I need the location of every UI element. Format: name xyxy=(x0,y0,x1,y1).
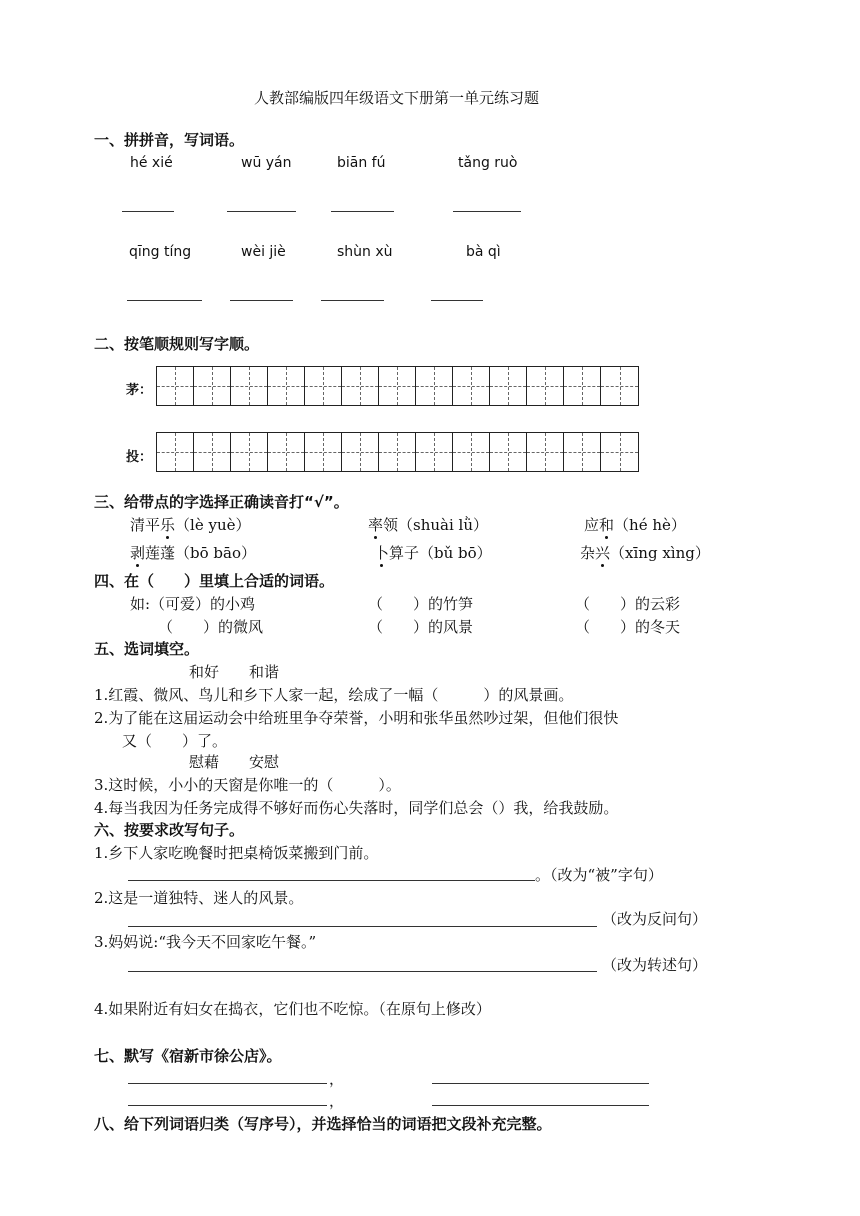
reading-item: 清平乐（lè yuè） xyxy=(130,516,251,534)
reading-item: 率领（shuài lǜ） xyxy=(368,516,489,534)
answer-line[interactable] xyxy=(331,211,394,212)
reading-item: 杂兴（xīng xìng） xyxy=(580,544,710,562)
grid-char-label: 投： xyxy=(126,450,153,465)
instruction: （改为转述句） xyxy=(602,956,708,974)
question: 3.这时候，小小的天窗是你唯一的（ ）。 xyxy=(94,776,401,794)
word-choices: 和好 和谐 xyxy=(189,663,280,681)
pinyin-8: bà qì xyxy=(466,244,501,260)
pinyin-1: hé xié xyxy=(130,155,173,171)
fill-item: （ ）的风景 xyxy=(368,618,474,636)
fill-item: （ ）的云彩 xyxy=(575,595,681,613)
comma: ， xyxy=(329,1070,345,1088)
question: 1.乡下人家吃晚餐时把桌椅饭菜搬到门前。 xyxy=(94,844,379,862)
question: 又（ ）了。 xyxy=(122,732,228,750)
answer-line[interactable] xyxy=(432,1083,649,1084)
section-6-heading: 六、按要求改写句子。 xyxy=(94,821,245,839)
fill-item: 如:（可爱）的小鸡 xyxy=(130,595,256,613)
section-1-heading: 一、拼拼音，写词语。 xyxy=(94,131,245,149)
grid-char-label: 茅： xyxy=(126,383,153,398)
section-2-heading: 二、按笔顺规则写字顺。 xyxy=(94,335,260,353)
word-choices: 慰藉 安慰 xyxy=(189,753,280,771)
instruction: 。（改为“被”字句） xyxy=(535,866,663,884)
reading-item: 应和（hé hè） xyxy=(584,516,686,534)
reading-item: 卜算子（bǔ bō） xyxy=(374,544,492,562)
question: 4.如果附近有妇女在捣衣，它们也不吃惊。（在原句上修改） xyxy=(94,1000,491,1018)
comma: ， xyxy=(329,1092,345,1110)
fill-item: （ ）的冬天 xyxy=(575,618,681,636)
section-4-heading: 四、在（ ）里填上合适的词语。 xyxy=(94,572,335,590)
answer-line[interactable] xyxy=(128,880,535,881)
stroke-grid[interactable] xyxy=(156,432,639,472)
answer-line[interactable] xyxy=(122,211,174,212)
reading-item: 剥莲蓬（bō bāo） xyxy=(130,544,256,562)
pinyin-7: shùn xù xyxy=(337,244,393,260)
answer-line[interactable] xyxy=(128,926,597,927)
pinyin-5: qīng tíng xyxy=(129,244,192,260)
pinyin-6: wèi jiè xyxy=(241,244,286,260)
answer-line[interactable] xyxy=(321,300,384,301)
pinyin-2: wū yán xyxy=(241,155,292,171)
question: 2.这是一道独特、迷人的风景。 xyxy=(94,889,304,907)
pinyin-3: biān fú xyxy=(337,155,386,171)
answer-line[interactable] xyxy=(128,1083,327,1084)
section-8-heading: 八、给下列词语归类（写序号），并选择恰当的词语把文段补充完整。 xyxy=(94,1115,552,1133)
stroke-grid[interactable] xyxy=(156,366,639,406)
page-title: 人教部编版四年级语文下册第一单元练习题 xyxy=(254,89,540,107)
question: 2.为了能在这届运动会中给班里争夺荣誉，小明和张华虽然吵过架，但他们很快 xyxy=(94,709,619,727)
answer-line[interactable] xyxy=(127,300,202,301)
section-3-heading: 三、给带点的字选择正确读音打“√”。 xyxy=(94,493,349,511)
question: 1.红霞、微风、鸟儿和乡下人家一起，绘成了一幅（ ）的风景画。 xyxy=(94,686,574,704)
section-5-heading: 五、选词填空。 xyxy=(94,640,200,658)
pinyin-4: tǎng ruò xyxy=(458,155,518,171)
question: 3.妈妈说:“我今天不回家吃午餐。” xyxy=(94,933,317,951)
section-7-heading: 七、默写《宿新市徐公店》。 xyxy=(94,1047,282,1065)
answer-line[interactable] xyxy=(431,300,483,301)
answer-line[interactable] xyxy=(128,971,597,972)
instruction: （改为反问句） xyxy=(602,910,708,928)
answer-line[interactable] xyxy=(432,1105,649,1106)
question: 4.每当我因为任务完成得不够好而伤心失落时，同学们总会（）我，给我鼓励。 xyxy=(94,799,619,817)
fill-item: （ ）的竹笋 xyxy=(368,595,474,613)
answer-line[interactable] xyxy=(453,211,521,212)
answer-line[interactable] xyxy=(230,300,293,301)
answer-line[interactable] xyxy=(128,1105,327,1106)
answer-line[interactable] xyxy=(227,211,296,212)
fill-item: （ ）的微风 xyxy=(158,618,264,636)
